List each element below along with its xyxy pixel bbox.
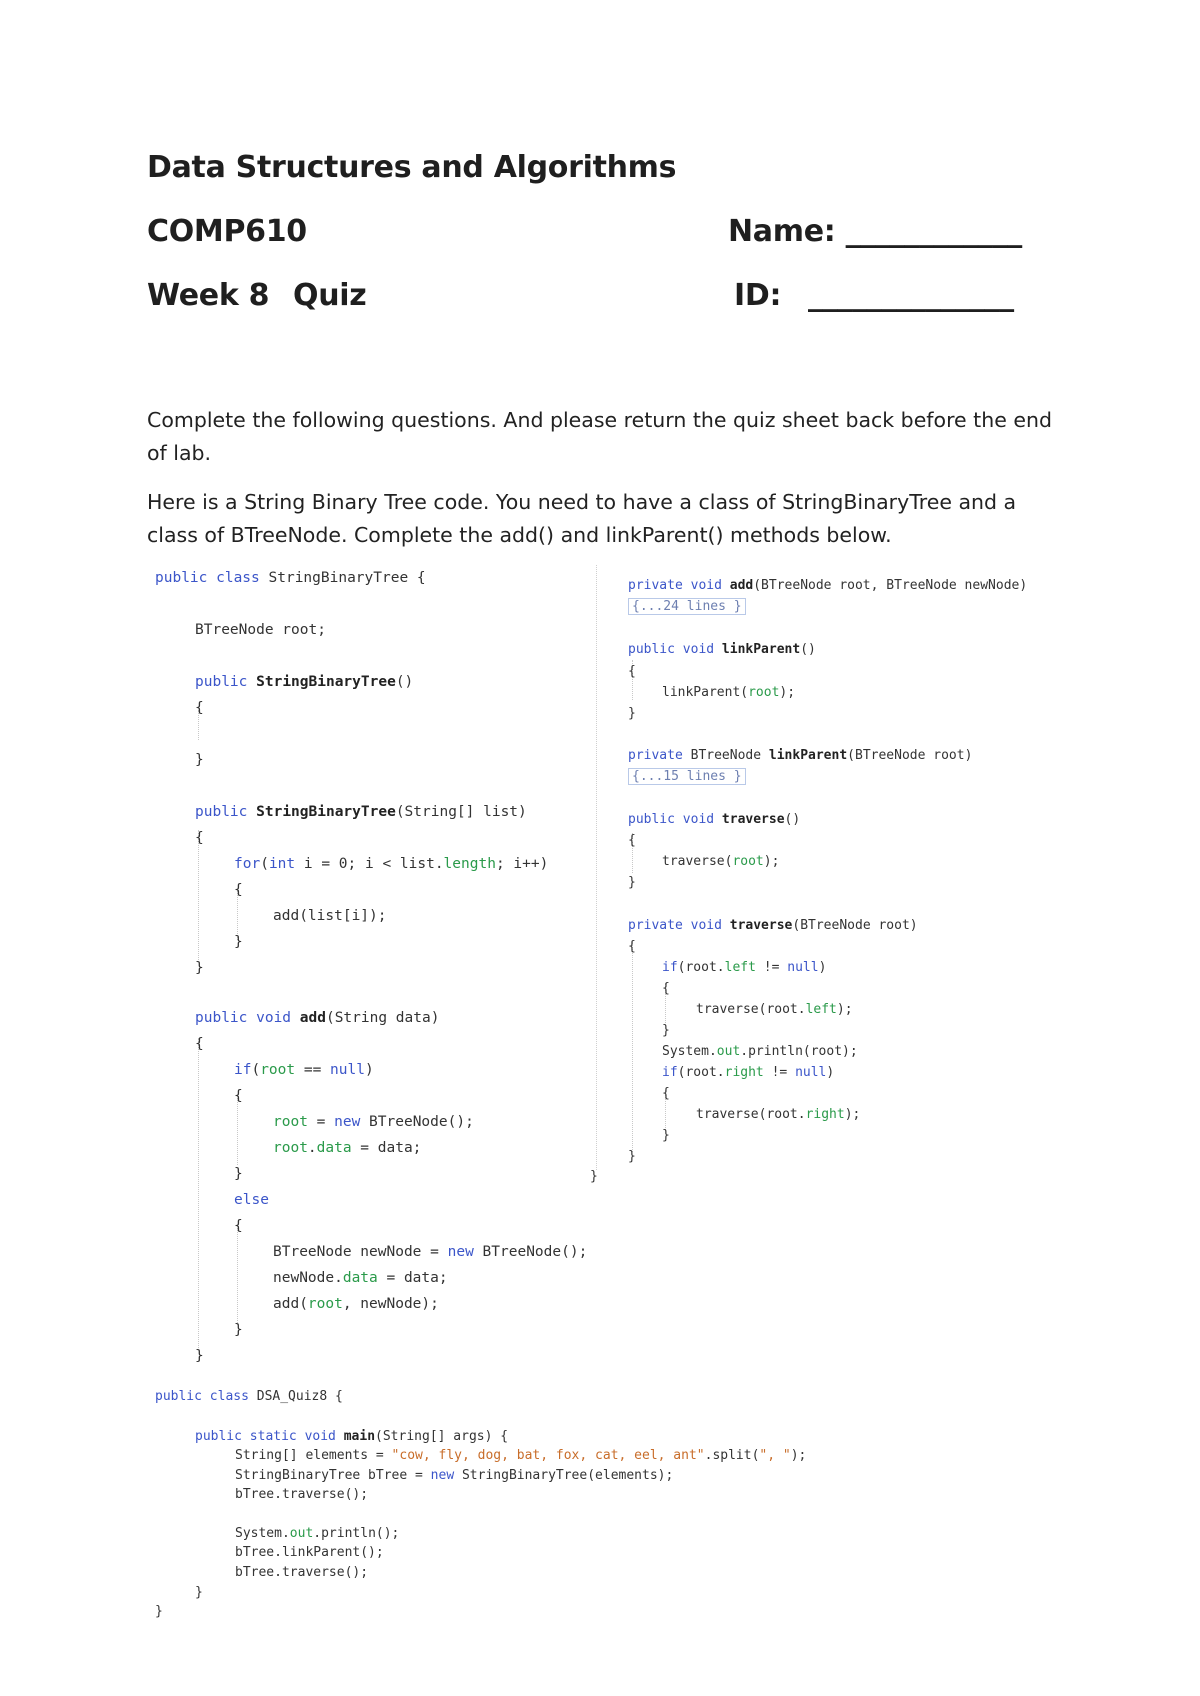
code-line: private BTreeNode linkParent(BTreeNode root) xyxy=(628,748,973,763)
code-line: root.data = data; xyxy=(273,1140,422,1156)
code-line: } xyxy=(155,1604,163,1619)
code-line: { xyxy=(195,1036,204,1052)
code-line: } xyxy=(628,706,636,721)
code-line: { xyxy=(234,1218,243,1234)
code-line: private void add(BTreeNode root, BTreeNode newNode) xyxy=(628,578,1028,593)
code-line: } xyxy=(195,960,204,976)
code-line: public void add(String data) xyxy=(195,1010,440,1026)
code-line: for(int i = 0; i < list.length; i++) xyxy=(234,856,549,872)
code-line: } xyxy=(195,752,204,768)
collapsed-code-fold[interactable]: {...24 lines } xyxy=(628,598,746,615)
code-line: } xyxy=(628,1149,636,1164)
code-line: traverse(root.left); xyxy=(696,1002,853,1017)
indent-guide xyxy=(237,1225,238,1325)
code-line: System.out.println(); xyxy=(235,1526,400,1541)
code-line: public class StringBinaryTree { xyxy=(155,570,426,586)
week-label: Week 8 xyxy=(147,278,270,313)
code-line: root = new BTreeNode(); xyxy=(273,1114,474,1130)
code-line: else xyxy=(234,1192,269,1208)
indent-guide xyxy=(632,942,633,1152)
code-line: String[] elements = "cow, fly, dog, bat, fox, cat, eel, ant".split(", "); xyxy=(235,1448,807,1463)
code-line: } xyxy=(195,1348,204,1364)
indent-guide xyxy=(198,1038,199,1348)
code-line: private void traverse(BTreeNode root) xyxy=(628,918,918,933)
code-line: { xyxy=(234,882,243,898)
course-code: COMP610 xyxy=(147,214,307,249)
code-line: BTreeNode newNode = new BTreeNode(); xyxy=(273,1244,588,1260)
code-line: { xyxy=(628,939,636,954)
code-line: { xyxy=(234,1088,243,1104)
instructions xyxy=(147,404,1072,552)
code-line: { xyxy=(195,830,204,846)
code-line: linkParent(root); xyxy=(662,685,796,700)
code-line: if(root.right != null) xyxy=(662,1065,835,1080)
name-field-label: Name: ____________ xyxy=(728,214,1022,249)
quiz-label: Quiz xyxy=(293,278,367,313)
code-line: StringBinaryTree bTree = new StringBinaryTree(elements); xyxy=(235,1468,674,1483)
id-field-label: ID: xyxy=(734,278,782,313)
code-line: { xyxy=(628,833,636,848)
code-line: bTree.traverse(); xyxy=(235,1487,369,1502)
code-line: if(root == null) xyxy=(234,1062,374,1078)
code-line: } xyxy=(662,1128,670,1143)
code-line: add(list[i]); xyxy=(273,908,387,924)
instruction-paragraph: Complete the following questions. And please return the quiz sheet back before the end of lab. xyxy=(147,408,1052,465)
code-line: bTree.traverse(); xyxy=(235,1565,369,1580)
code-line: bTree.linkParent(); xyxy=(235,1545,384,1560)
code-line: { xyxy=(195,700,204,716)
code-column-divider xyxy=(596,565,597,1170)
code-line: } xyxy=(234,1166,243,1182)
code-line: System.out.println(root); xyxy=(662,1044,858,1059)
instruction-paragraph: Here is a String Binary Tree code. You need to have a class of StringBinaryTree and a class of BTreeNode. Complete the add() and linkParent() methods below. xyxy=(147,490,1017,547)
id-field-blank: ______________ xyxy=(808,278,1014,313)
code-line: public static void main(String[] args) { xyxy=(195,1429,509,1444)
code-line xyxy=(628,767,746,787)
code-line: { xyxy=(662,1086,670,1101)
code-line: } xyxy=(662,1023,670,1038)
code-line: traverse(root.right); xyxy=(696,1107,861,1122)
code-line: public StringBinaryTree() xyxy=(195,674,414,690)
code-line xyxy=(628,597,746,617)
code-line: traverse(root); xyxy=(662,854,780,869)
code-line: } xyxy=(590,1169,598,1184)
code-line: if(root.left != null) xyxy=(662,960,827,975)
code-line: { xyxy=(662,981,670,996)
code-line: { xyxy=(628,664,636,679)
code-line: newNode.data = data; xyxy=(273,1270,448,1286)
code-line: } xyxy=(628,875,636,890)
course-title: Data Structures and Algorithms xyxy=(147,150,677,185)
code-line: add(root, newNode); xyxy=(273,1296,439,1312)
code-line: } xyxy=(234,934,243,950)
code-line: public class DSA_Quiz8 { xyxy=(155,1389,343,1404)
code-line: } xyxy=(195,1585,203,1600)
collapsed-code-fold[interactable]: {...15 lines } xyxy=(628,768,746,785)
code-line: public void traverse() xyxy=(628,812,801,827)
indent-guide xyxy=(198,830,199,960)
code-line: public StringBinaryTree(String[] list) xyxy=(195,804,527,820)
code-line: BTreeNode root; xyxy=(195,622,326,638)
code-line: public void linkParent() xyxy=(628,642,816,657)
code-line: } xyxy=(234,1322,243,1338)
